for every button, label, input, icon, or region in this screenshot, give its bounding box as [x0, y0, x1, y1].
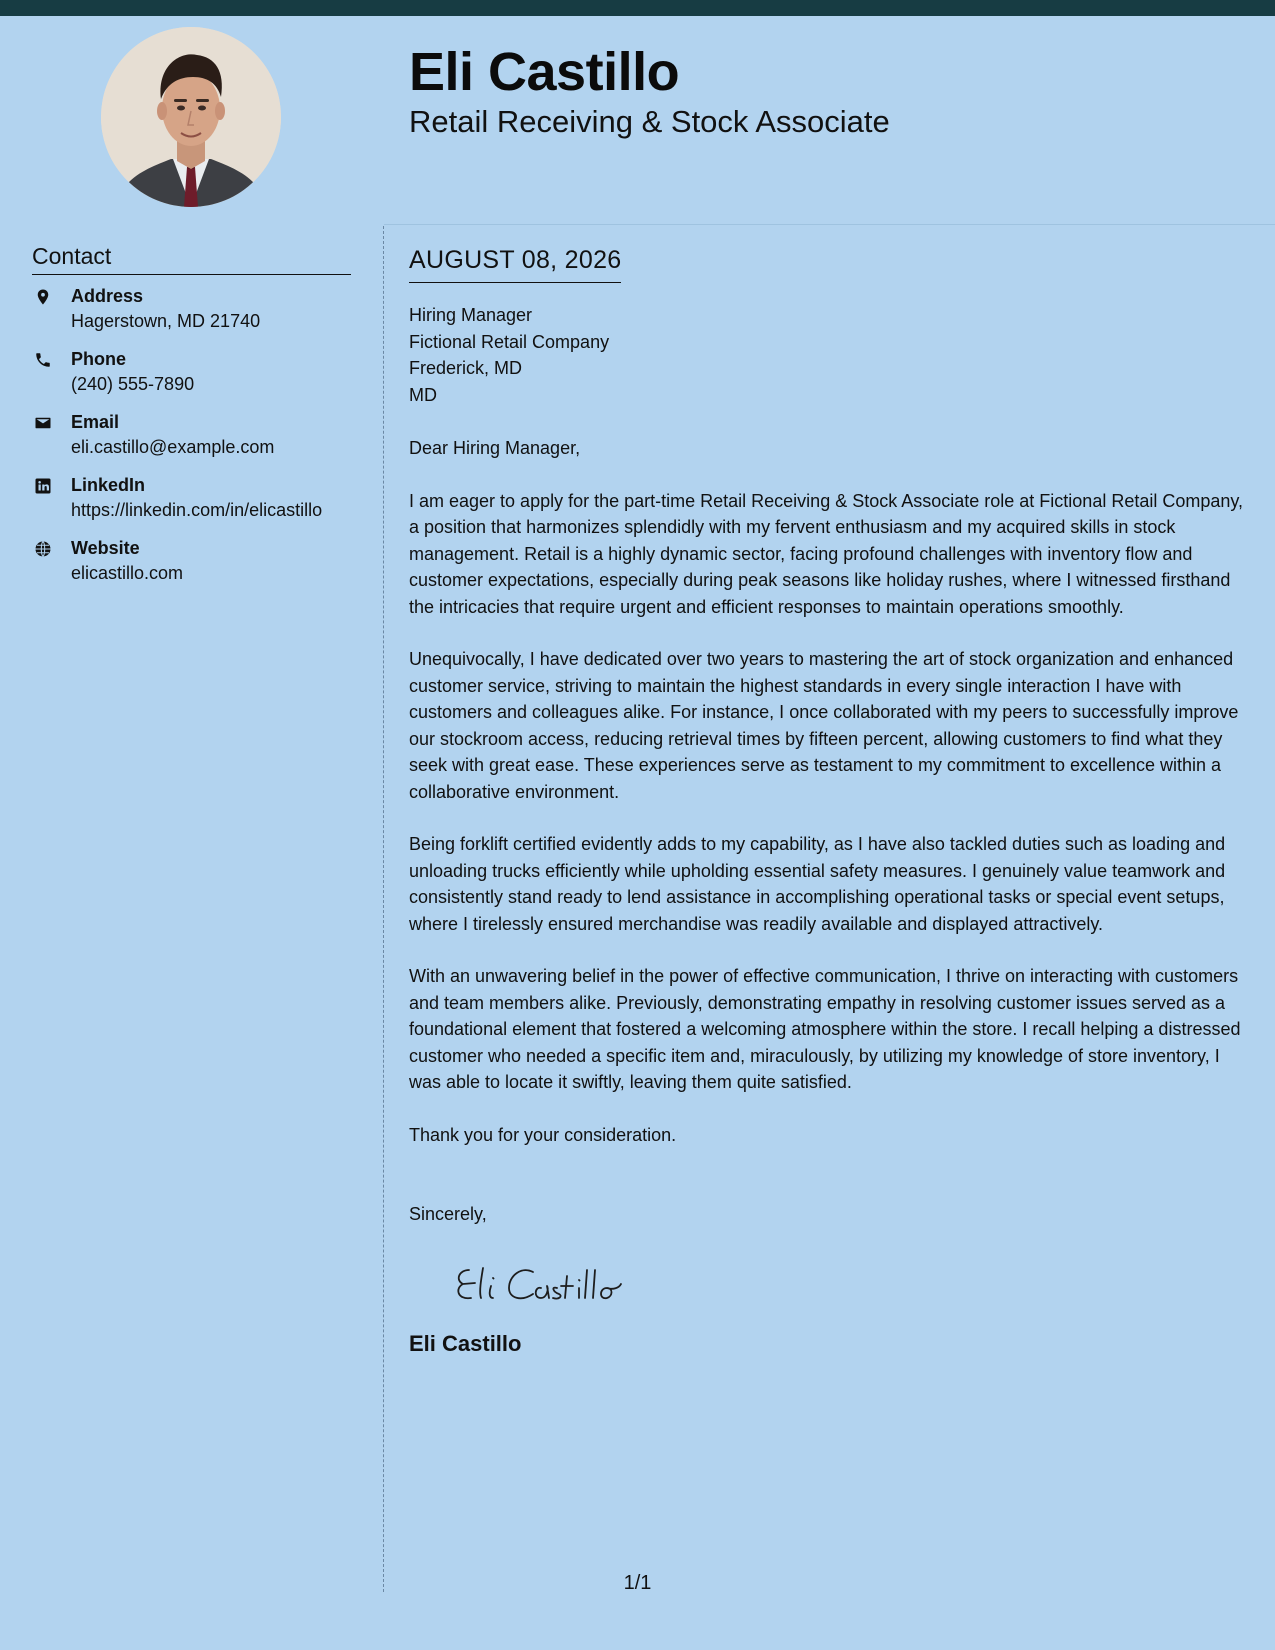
salutation: Dear Hiring Manager,: [409, 438, 581, 458]
contact-label: Phone: [71, 349, 127, 369]
job-title: Retail Receiving & Stock Associate: [409, 104, 890, 139]
column-divider: [383, 226, 384, 1592]
contact-email: [32, 409, 372, 472]
linkedin-icon: [34, 477, 52, 495]
body-paragraph: With an unwavering belief in the power of effective communication, I thrive on interacting with customers and team members alike. Previously, demonstrating empathy in resolving customer issues served as a foundational element that fostered a welcoming atmosphere within the store. I recall helping a distressed customer who needed a specific item and, miraculously, by utilizing my knowledge of store inventory, I was able to locate it swiftly, leaving them quite satisfied.: [409, 966, 1241, 1092]
contact-label: Address: [71, 286, 144, 306]
recipient-line: Fictional Retail Company: [409, 331, 610, 352]
location-pin-icon: [34, 288, 52, 306]
contact-address: [32, 283, 372, 346]
globe-icon: [34, 540, 52, 558]
body-paragraph: Unequivocally, I have dedicated over two years to mastering the art of stock organization and enhanced customer service, striving to maintain the highest standards in every single interaction I have with customers and colleagues alike. For instance, I once collaborated with my peers to successfully improve our stockroom access, reducing retrieval times by fifteen percent, allowing customers to find what they seek with great ease. These experiences serve as testament to my commitment to excellence within a collaborative environment.: [409, 649, 1239, 802]
envelope-icon: [34, 414, 52, 432]
thank-you-line: Thank you for your consideration.: [409, 1124, 677, 1145]
portrait-illustration: [101, 27, 281, 207]
contact-heading: Contact: [32, 240, 351, 275]
contact-value[interactable]: eli.castillo@example.com: [71, 437, 275, 457]
recipient-line: Frederick, MD: [409, 358, 523, 378]
contact-value[interactable]: elicastillo.com: [71, 563, 184, 583]
phone-icon: [34, 351, 52, 369]
contact-value[interactable]: (240) 555-7890: [71, 374, 195, 394]
page-number: 1/1: [623, 1572, 652, 1594]
signer-name: Eli Castillo: [409, 1330, 522, 1356]
contact-linkedin: [32, 472, 372, 535]
contact-website: [32, 535, 372, 598]
top-accent-bar: [0, 0, 1275, 16]
recipient-line: Hiring Manager: [409, 305, 533, 325]
contact-list: [32, 283, 372, 598]
recipient-block: [409, 302, 1249, 408]
header-divider: [384, 224, 1275, 225]
body-paragraph: Being forklift certified evidently adds to my capability, as I have also tackled duties such as loading and unloading trucks efficiently while upholding essential safety measures. I genuinely value teamwork and consistently stand ready to lend assistance in accomplishing operational tasks or special event setups, where I tirelessly ensured merchandise was readily available and displayed attractively.: [409, 834, 1226, 934]
recipient-line: MD: [409, 384, 437, 405]
profile-photo: [101, 27, 281, 207]
closing-line: Sincerely,: [409, 1204, 487, 1224]
contact-value[interactable]: https://linkedin.com/in/elicastillo: [71, 500, 323, 520]
contact-value: Hagerstown, MD 21740: [71, 311, 261, 331]
body-paragraph: I am eager to apply for the part-time Retail Receiving & Stock Associate role at Fictional Retail Company, a position that harmonizes splendidly with my fervent enthusiasm and my acquired skills in stock management. Retail is a highly dynamic sector, facing profound challenges with inventory flow and customer expectations, especially during peak seasons like holiday rushes, where I witnessed firsthand the intricacies that require urgent and efficient responses to maintain operations smoothly.: [409, 490, 1244, 617]
candidate-name: Eli Castillo: [409, 42, 680, 102]
contact-label: LinkedIn: [71, 475, 146, 495]
contact-label: Website: [71, 538, 140, 558]
letter-body: [409, 244, 1249, 1358]
handwritten-signature: [451, 1258, 641, 1308]
contact-phone: [32, 346, 372, 409]
contact-label: Email: [71, 412, 120, 432]
letter-date: AUGUST 08, 2026: [409, 244, 621, 283]
